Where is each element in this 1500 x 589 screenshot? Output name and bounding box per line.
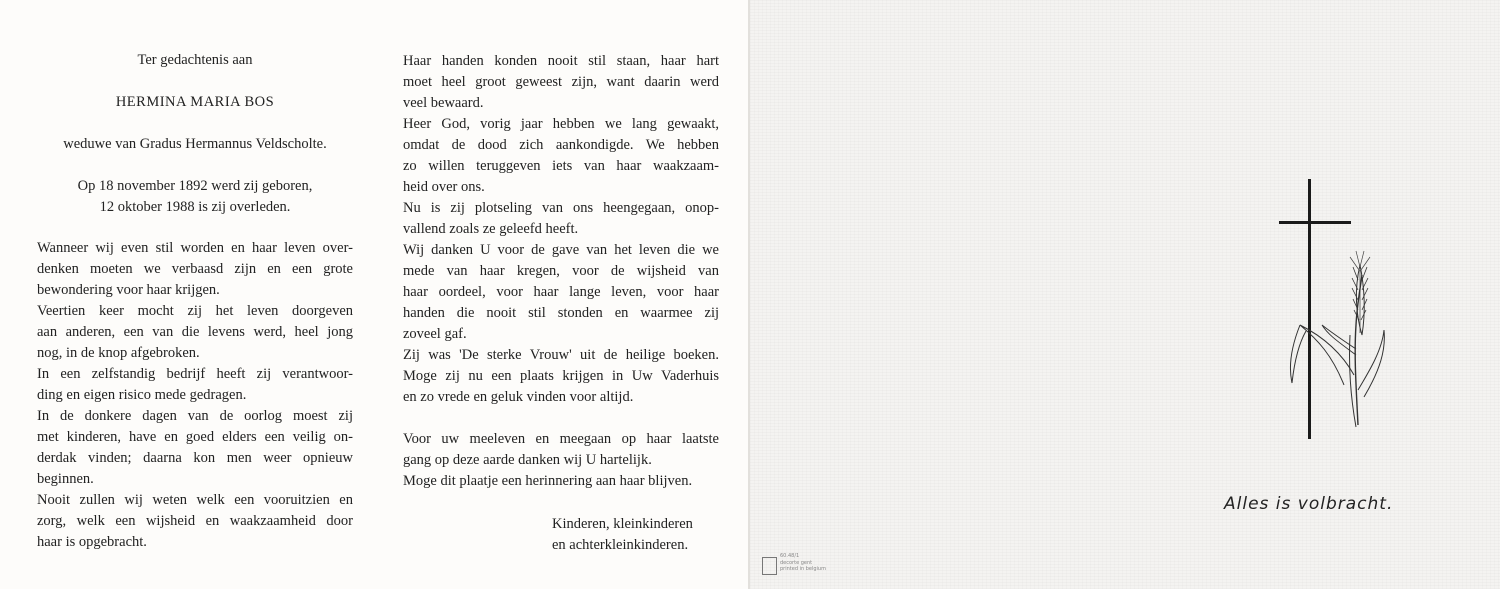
text-line: Veertien keer mocht zij het leven doorgeven <box>37 303 353 319</box>
cover-motto: Alles is volbracht. <box>1224 494 1394 514</box>
text-line: derdak vinden; daarna kon men weer opnieuw <box>37 450 353 466</box>
death-line: 12 oktober 1988 is zij overleden. <box>99 199 291 215</box>
text-line: vallend zoals ze geleefd heeft. <box>403 221 579 237</box>
text-line: haar is opgebracht. <box>37 534 147 550</box>
relation-line: weduwe van Gradus Hermannus Veldscholte. <box>63 136 327 152</box>
inner-spread <box>0 0 748 589</box>
birth-line: Op 18 november 1892 werd zij geboren, <box>77 178 313 194</box>
text-line: zo willen teruggeven iets van haar waakzaam- <box>403 158 719 174</box>
printer-line: printed in belgium <box>780 566 826 572</box>
memorial-heading: Ter gedachtenis aan <box>137 52 253 68</box>
text-line: mede van haar kregen, voor de wijsheid van <box>403 263 719 279</box>
cross-with-wheat-icon <box>1270 175 1390 450</box>
text-line: veel bewaard. <box>403 95 484 111</box>
printer-mark <box>762 553 842 579</box>
text-line: Nooit zullen wij weten welk een vooruitzien en <box>37 492 353 508</box>
text-line: haar oordeel, voor haar lange leven, voor haar <box>403 284 719 300</box>
text-line: Haar handen konden nooit stil staan, haar hart <box>403 53 719 69</box>
text-line: Nu is zij plotseling van ons heengegaan, onop- <box>403 200 719 216</box>
signature-line: Kinderen, kleinkinderen <box>552 516 693 532</box>
text-line: Wij danken U voor de gave van het leven die we <box>403 242 719 258</box>
thanks-line: gang op deze aarde danken wij U hartelijk. <box>403 452 652 468</box>
printer-line: decorte gent <box>780 559 813 566</box>
text-line: Moge zij nu een plaats krijgen in Uw Vaderhuis <box>403 368 719 384</box>
thanks-line: Voor uw meeleven en meegaan op haar laatste <box>403 431 719 447</box>
printer-logo-icon <box>762 557 777 575</box>
signature-line: en achterkleinkinderen. <box>552 537 689 553</box>
text-line: nog, in de knop afgebroken. <box>37 345 200 361</box>
text-line: en zo vrede en geluk vinden voor altijd. <box>403 389 634 405</box>
text-line: Heer God, vorig jaar hebben we lang gewaakt, <box>403 116 719 132</box>
text-line: met kinderen, have en goed elders een veilig on- <box>37 429 353 445</box>
text-line: In de donkere dagen van de oorlog moest zij <box>37 408 353 424</box>
text-line: Zij was 'De sterke Vrouw' uit de heilige boeken. <box>403 347 719 363</box>
text-line: bewondering voor haar krijgen. <box>37 282 220 298</box>
deceased-name: HERMINA MARIA BOS <box>115 94 275 110</box>
text-line: beginnen. <box>37 471 94 487</box>
text-line: zorg, welk een wijsheid en waakzaamheid door <box>37 513 353 529</box>
text-line: aan anderen, een van die levens werd, heel jong <box>37 324 353 340</box>
text-line: heid over ons. <box>403 179 485 195</box>
thanks-line: Moge dit plaatje een herinnering aan haar blijven. <box>403 473 693 489</box>
text-line: In een zelfstandig bedrijf heeft zij verantwoor- <box>37 366 353 382</box>
printer-line: 60.48/1 <box>780 553 800 559</box>
text-line: ding en eigen risico mede gedragen. <box>37 387 247 403</box>
text-line: handen die nooit stil stonden en waarmee zij <box>403 305 719 321</box>
text-line: denken moeten we verbaasd zijn en een grote <box>37 261 353 277</box>
text-line: omdat de dood zich aankondigde. We hebben <box>403 137 719 153</box>
text-line: zoveel gaf. <box>403 326 467 342</box>
text-line: Wanneer wij even stil worden en haar leven over- <box>37 240 353 256</box>
text-line: moet heel groot geweest zijn, want daarin werd <box>403 74 719 90</box>
printer-text <box>780 553 826 573</box>
